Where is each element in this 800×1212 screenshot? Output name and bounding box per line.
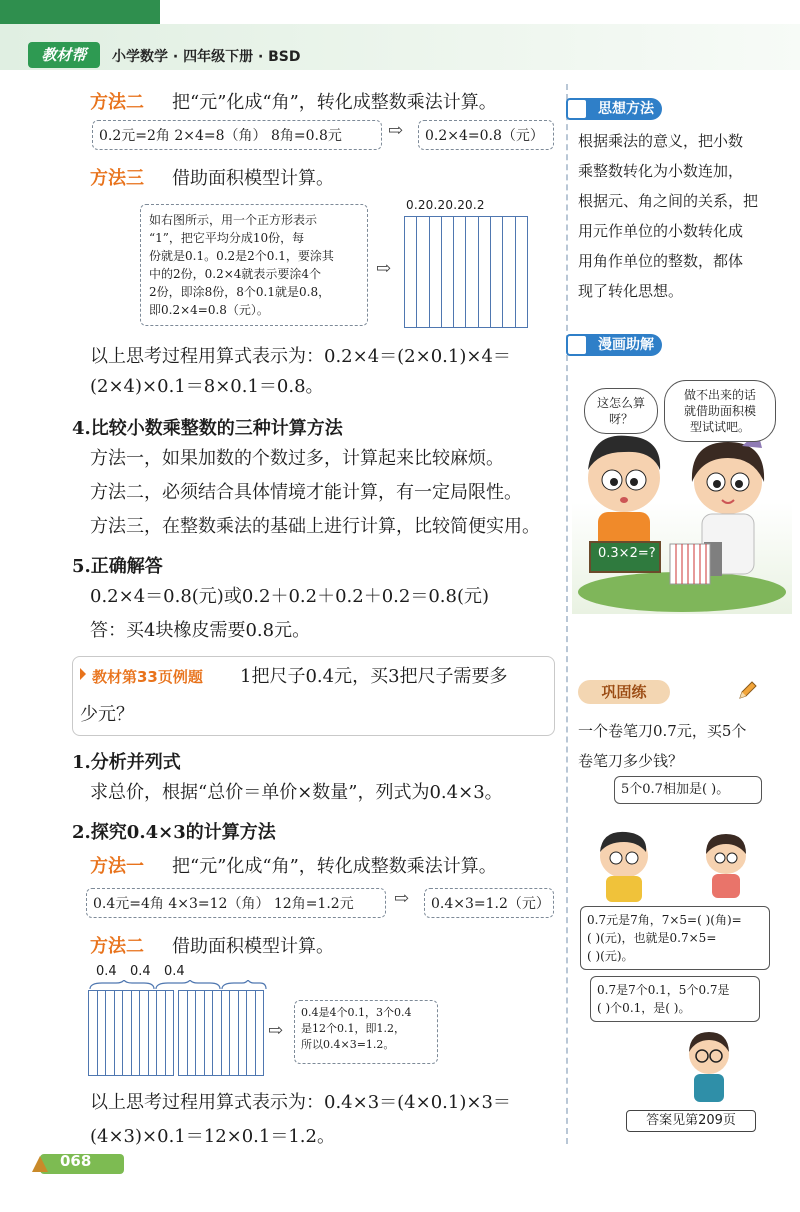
example-tag: 教材第33页例题 — [92, 668, 203, 686]
arrow-icon: ⇨ — [268, 1020, 284, 1041]
method-text: 把“元”化成“角”，转化成整数乘法计算。 — [172, 92, 497, 113]
section-heading: 4.比较小数乘整数的三种计算方法 — [72, 418, 343, 439]
sidebar-line: 根据元、角之间的关系，把 — [578, 192, 759, 210]
page-number: 068 — [60, 1152, 92, 1170]
bubble-line: 呀？ — [608, 412, 633, 426]
bubble-line: 这怎么算 — [596, 396, 645, 410]
method-label: 方法一 — [90, 856, 144, 877]
grid-label: 0.4 — [130, 964, 151, 979]
sidebar-tag-comic: 漫画助解 — [570, 334, 662, 356]
brand-badge: 教材帮 — [28, 42, 100, 68]
speech-bubble — [664, 380, 776, 442]
question-line: 一个卷笔刀0.7元，买5个 — [578, 722, 747, 740]
sidebar-paragraph — [578, 126, 778, 306]
sidebar-line: 用元作单位的小数转化成 — [578, 222, 744, 240]
area-model-grid — [88, 990, 174, 1076]
hint-line: ( )(元)，也就是0.7×5= — [587, 931, 717, 945]
method-label: 方法二 — [90, 936, 144, 957]
bubble-line: 做不出来的话 — [683, 388, 756, 402]
calc-box: 0.2元=2角 2×4=8（角） 8角=0.8元 — [92, 120, 382, 150]
method-text: 借助面积模型计算。 — [172, 936, 334, 957]
hint-bubble: 5个0.7相加是( )。 — [614, 776, 762, 804]
note-line: 份就是0.1。0.2是2个0.1，要涂其 — [149, 249, 334, 263]
book-title: 小学数学 · 四年级下册 · BSD — [112, 49, 301, 65]
note-line: 2份，即涂8份，8个0.1就是0.8， — [149, 285, 331, 299]
expression-line: 以上思考过程用算式表示为：0.2×4＝(2×0.1)×4＝ — [90, 346, 511, 367]
brace-icon — [88, 980, 268, 990]
arrow-icon: ⇨ — [388, 120, 404, 141]
column-divider — [566, 84, 568, 1144]
header-band — [0, 0, 160, 24]
answer-reference: 答案见第209页 — [626, 1110, 756, 1132]
grid-labels: 0.20.20.20.2 — [406, 198, 485, 212]
hint-bubble — [590, 976, 760, 1022]
area-model-grid — [178, 990, 264, 1076]
hint-line: ( )(元)。 — [587, 949, 634, 963]
triangle-marker-icon — [80, 668, 86, 680]
girl-with-glasses-icon — [684, 1028, 734, 1104]
question-line: 卷笔刀多少钱？ — [578, 752, 684, 770]
expression-line: (2×4)×0.1＝8×0.1＝0.8。 — [90, 376, 324, 397]
arrow-icon: ⇨ — [376, 258, 392, 279]
hand-icon — [566, 98, 588, 120]
body-line: 答：买4块橡皮需要0.8元。 — [90, 620, 311, 641]
note-line: “1”，把它平均分成10份，每 — [149, 231, 305, 245]
hand-icon — [566, 334, 588, 356]
result-box: 0.2×4=0.8（元） — [418, 120, 554, 150]
body-line: 方法二，必须结合具体情境才能计算，有一定局限性。 — [90, 482, 522, 503]
body-line: 方法一，如果加数的个数过多，计算起来比较麻烦。 — [90, 448, 504, 469]
area-model-grid — [404, 216, 528, 328]
board-text: 0.3×2=? — [598, 546, 656, 561]
note-line: 所以0.4×3=1.2。 — [301, 1038, 395, 1051]
grid-label: 0.4 — [164, 964, 185, 979]
method-text: 把“元”化成“角”，转化成整数乘法计算。 — [172, 856, 497, 877]
note-line: 0.4是4个0.1，3个0.4 — [301, 1006, 412, 1019]
sidebar-line: 用角作单位的整数，都体 — [578, 252, 744, 270]
result-box: 0.4×3=1.2（元） — [424, 888, 554, 918]
method-label: 方法三 — [90, 168, 144, 189]
example-text: 少元？ — [80, 704, 134, 725]
explanation-note — [140, 204, 368, 326]
section-heading: 2.探究0.4×3的计算方法 — [72, 822, 276, 843]
practice-question — [578, 716, 746, 776]
example-text: 1把尺子0.4元，买3把尺子需要多 — [240, 666, 508, 687]
hint-bubble — [580, 906, 770, 970]
bubble-line: 就借助面积模 — [683, 404, 756, 418]
method-text: 借助面积模型计算。 — [172, 168, 334, 189]
grid-label: 0.4 — [96, 964, 117, 979]
section-heading: 5.正确解答 — [72, 556, 163, 577]
pencil-icon — [736, 680, 758, 702]
note-line: 即0.2×4=0.8（元）。 — [149, 303, 269, 317]
practice-tag: 巩固练 — [578, 680, 670, 704]
sidebar-line: 根据乘法的意义，把小数 — [578, 132, 744, 150]
bubble-line: 型试试吧。 — [689, 420, 750, 434]
note-line: 是12个0.1，即1.2， — [301, 1022, 405, 1035]
note-line: 如右图所示，用一个正方形表示 — [149, 213, 318, 227]
hint-line: ( )个0.1，是( )。 — [597, 1001, 691, 1015]
body-line: 求总价，根据“总价＝单价×数量”，列式为0.4×3。 — [90, 782, 503, 803]
section-heading: 1.分析并列式 — [72, 752, 181, 773]
hint-line: 0.7是7个0.1，5个0.7是 — [597, 983, 730, 997]
expression-line: (4×3)×0.1＝12×0.1＝1.2。 — [90, 1126, 335, 1147]
expression-line: 以上思考过程用算式表示为：0.4×3＝(4×0.1)×3＝ — [90, 1092, 511, 1113]
explanation-note — [294, 1000, 438, 1064]
sidebar-line: 现了转化思想。 — [578, 282, 684, 300]
body-line: 0.2×4＝0.8(元)或0.2＋0.2＋0.2＋0.2＝0.8(元) — [90, 586, 490, 607]
sidebar-line: 乘整数转化为小数连加， — [578, 162, 744, 180]
calc-box: 0.4元=4角 4×3=12（角） 12角=1.2元 — [86, 888, 386, 918]
speech-bubble — [584, 388, 658, 434]
body-line: 方法三，在整数乘法的基础上进行计算，比较简便实用。 — [90, 516, 540, 537]
kids-practice-icon — [590, 812, 770, 908]
note-line: 中的2份，0.2×4就表示要涂4个 — [149, 267, 322, 281]
sidebar-tag-thinking: 思想方法 — [570, 98, 662, 120]
arrow-icon: ⇨ — [394, 888, 410, 909]
hint-line: 0.7元是7角，7×5=( )(角)= — [587, 913, 742, 927]
method-label: 方法二 — [90, 92, 144, 113]
